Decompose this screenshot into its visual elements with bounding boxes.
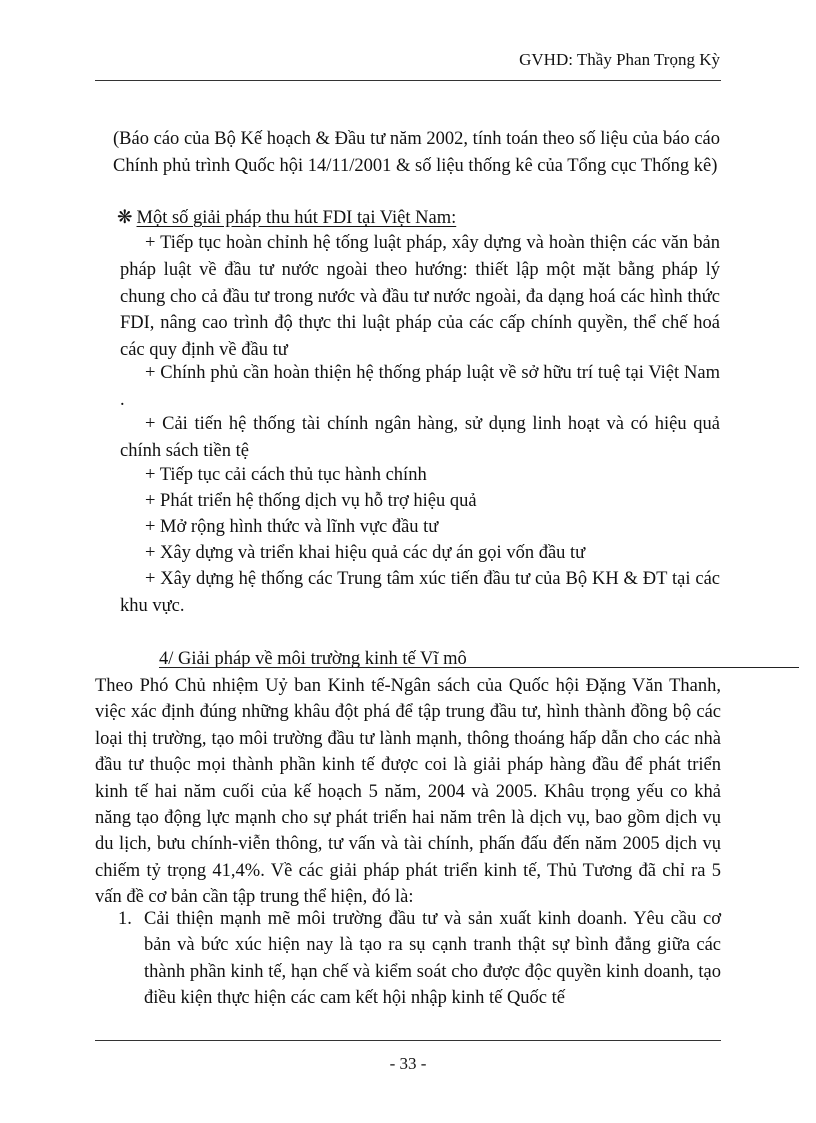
solution-item-support-services: + Phát triển hệ thống dịch vụ hỗ trợ hiệu quả	[145, 491, 477, 511]
solution-item-banking: + Cải tiến hệ thống tài chính ngân hàng, sử dụng linh hoạt và có hiệu quả chính sách tiền tệ	[120, 414, 720, 461]
solution-item-promotion-centers: + Xây dựng hệ thống các Trung tâm xúc tiến đầu tư của Bộ KH & ĐT tại các khu vực.	[120, 569, 720, 616]
section-4-list	[118, 906, 721, 1012]
header-divider	[95, 80, 721, 81]
section-4-body: Theo Phó Chủ nhiệm Uỷ ban Kinh tế-Ngân sách của Quốc hội Đặng Văn Thanh, việc xác định đúng những khâu đột phá để tập trung đầu tư, hình thành đồng bộ các loại thị trường, tạo môi trường đầu tư lành mạnh, thông thoáng hấp dẫn cho các nhà đầu tư thuộc mọi thành phần kinh tế được coi là giải pháp hàng đầu để phát triển kinh tế hai năm cuối của kế hoạch 5 năm, 2004 và 2005. Khâu trọng yếu co khả năng tạo động lực mạnh cho sự phát triển hai năm trên là dịch vụ, bao gồm dịch vụ du lịch, bưu chính-viễn thông, tư vấn và tài chính, phấn đấu đến năm 2005 dịch vụ chiếm tỷ trọng 41,4%. Về các giải pháp phát triển kinh tế, Thủ Tương đã chỉ ra 5 vấn đề cơ bản cần tập trung thể hiện, đó là:	[95, 676, 721, 908]
solution-item-legal-system: + Tiếp tục hoàn chỉnh hệ tống luật pháp, xây dựng và hoàn thiện các văn bản pháp luật về đầu tư nước ngoài theo hướng: thiết lập một mặt bằng pháp lý chung cho cả đầu tư trong nước và đầu tư nước ngoài, đa dạng hoá các hình thức FDI, nâng cao trình độ thực thi luật pháp của các cấp chính quyền, thể chế hoá các quy định về đầu tư	[120, 233, 720, 361]
solutions-heading	[117, 205, 456, 231]
list-item-number: 1.	[118, 909, 132, 929]
source-note: (Báo cáo của Bộ Kế hoạch & Đầu tư năm 2002, tính toán theo số liệu của báo cáo Chính phủ trình Quốc hội 14/11/2001 & số liệu thống kê của Tổng cục Thống kê)	[113, 129, 720, 176]
section-4-divider	[159, 667, 799, 668]
footer-divider	[95, 1040, 721, 1041]
list-item-text: Cải thiện mạnh mẽ môi trường đầu tư và sản xuất kinh doanh. Yêu cầu cơ bản và bức xúc hiện nay là tạo ra sụ cạnh tranh thật sự bình đẳng giữa các thành phần kinh tế, hạn chế và kiểm soát cho được độc quyền kinh doanh, tạo điều kiện thực hiện các cam kết hội nhập kinh tế Quốc tế	[144, 909, 721, 1009]
solutions-heading-text: Một số giải pháp thu hút FDI tại Việt Nam:	[136, 208, 457, 228]
solution-item-investment-forms: + Mở rộng hình thức và lĩnh vực đầu tư	[145, 517, 439, 537]
page-number: - 33 -	[389, 1054, 427, 1073]
section-4-heading: 4/ Giải pháp về môi trường kinh tế Vĩ mô	[159, 649, 467, 669]
solution-item-administrative-reform: + Tiếp tục cải cách thủ tục hành chính	[145, 465, 427, 485]
list-item	[118, 906, 721, 1012]
asterism-icon: ❋	[117, 208, 133, 228]
solution-item-intellectual-property: + Chính phủ cần hoàn thiện hệ thống pháp luật về sở hữu trí tuệ tại Việt Nam .	[120, 363, 720, 410]
header-supervisor: GVHD: Thầy Phan Trọng Kỳ	[519, 50, 720, 69]
solution-item-capital-projects: + Xây dựng và triển khai hiệu quả các dự án gọi vốn đầu tư	[145, 543, 586, 563]
